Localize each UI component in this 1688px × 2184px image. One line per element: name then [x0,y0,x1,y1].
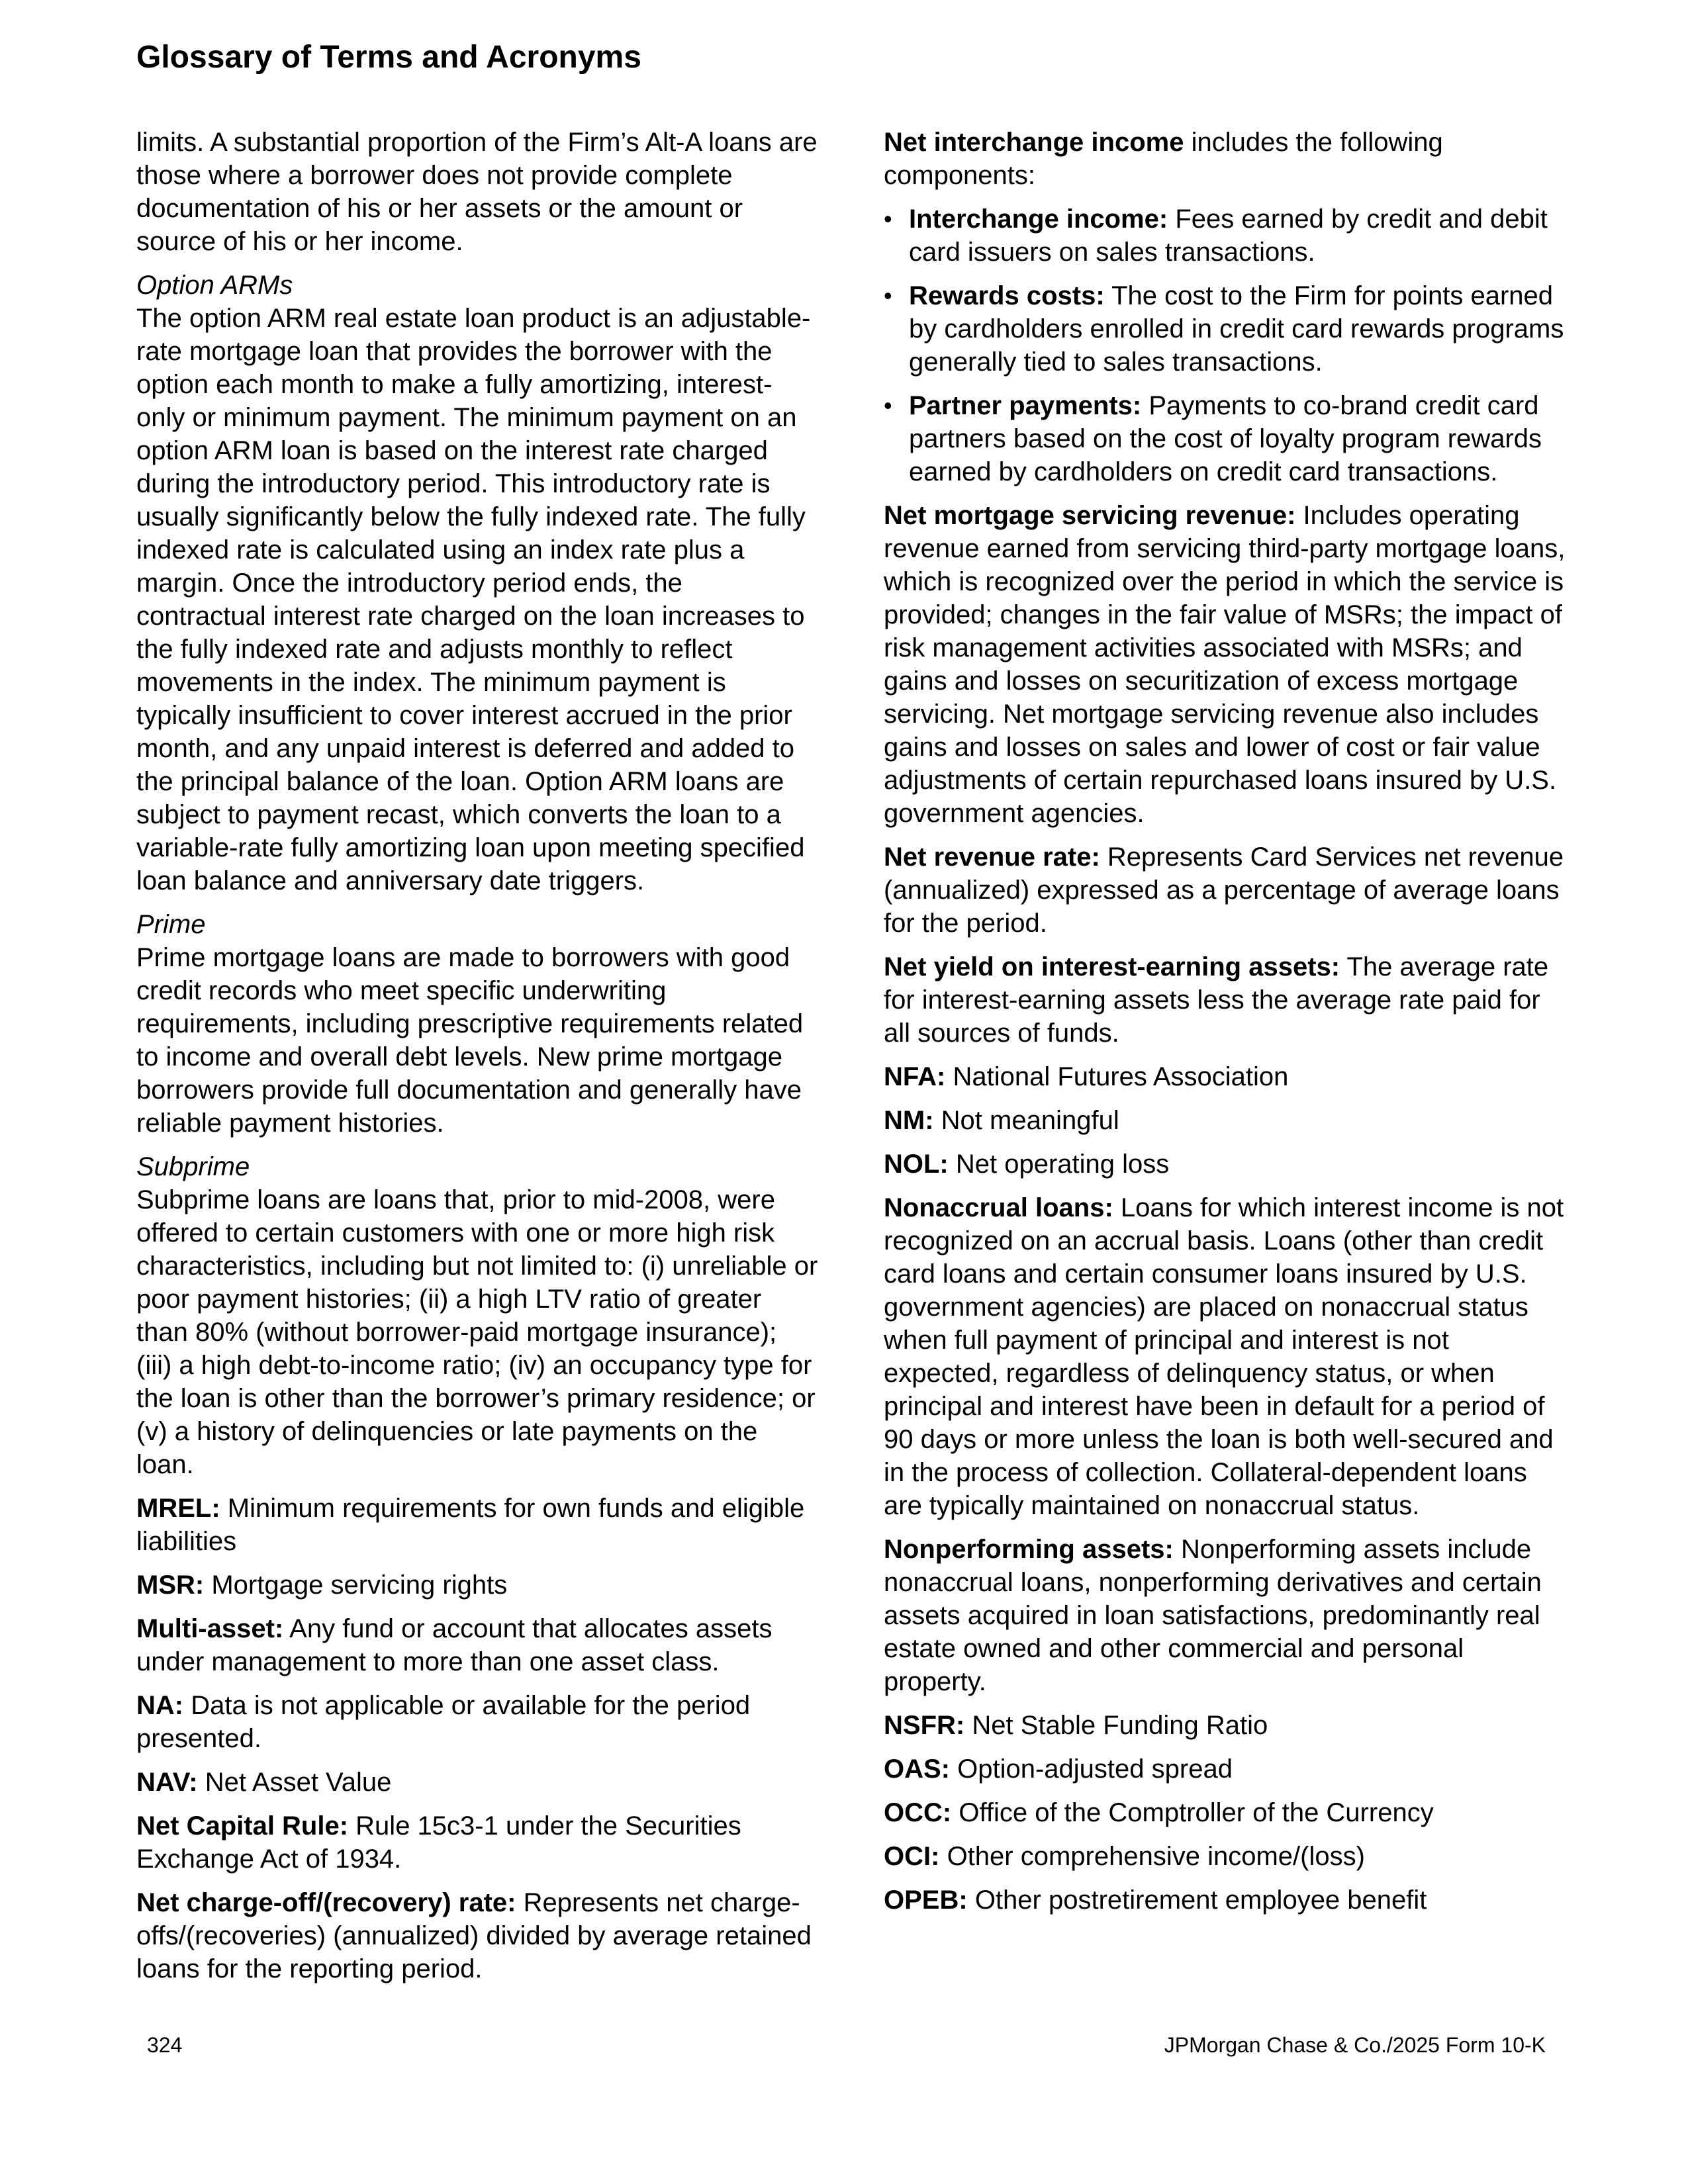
subprime-heading: Subprime [136,1152,250,1181]
left-column [136,126,818,1996]
glossary-definition: Office of the Comptroller of the Currency [959,1798,1434,1827]
glossary-definition: National Futures Association [953,1062,1289,1091]
option-arms-body: The option ARM real estate loan product is an adjustable-rate mortgage loan that provides the borrower with the option each month to make a fully amortizing, interest-only or minimum payment. The minimum payment on an option ARM loan is based on the interest rate charged during the introductory period. This introductory rate is usually significantly below the fully indexed rate. The fully indexed rate is calculated using an index rate plus a margin. Once the introductory period ends, the contractual interest rate charged on the loan increases to the fully indexed rate and adjusts monthly to reflect movements in the index. The minimum payment is typically insufficient to cover interest accrued in the prior month, and any unpaid interest is deferred and added to the principal balance of the loan. Option ARM loans are subject to payment recast, which converts the loan to a variable-rate fully amortizing loan upon meeting specified loan balance and anniversary date triggers. [136,304,811,895]
glossary-definition: Other postretirement employee benefit [974,1886,1427,1915]
glossary-definition: The average rate for interest-earning assets less the average rate paid for all sources of funds. [884,952,1549,1048]
glossary-entry-net-yield [884,950,1566,1050]
prime-body: Prime mortgage loans are made to borrowers with good credit records who meet specific underwriting requirements, including prescriptive requirements related to income and overall debt levels. New prime mortgage borrowers provide full documentation and generally have reliable payment histories. [136,943,804,1138]
glossary-definition: Option-adjusted spread [957,1754,1233,1784]
glossary-term: NFA: [884,1062,946,1091]
glossary-term: Net yield on interest-earning assets: [884,952,1340,981]
bullet-icon: • [884,205,892,232]
glossary-definition: Mortgage servicing rights [211,1570,508,1600]
glossary-term: Interchange income: [909,205,1168,234]
page-number: 324 [147,2033,183,2057]
glossary-term: OAS: [884,1754,950,1784]
bullet-icon: • [884,392,892,419]
glossary-entry-na [136,1689,818,1755]
glossary-term: NM: [884,1106,934,1135]
glossary-definition: Data is not applicable or available for the period presented. [136,1691,751,1753]
glossary-term: NAV: [136,1768,198,1797]
glossary-term: Net Capital Rule: [136,1811,349,1841]
glossary-term: Net revenue rate: [884,842,1100,872]
glossary-entry-nonaccrual-loans [884,1191,1566,1522]
glossary-entry-occ [884,1796,1566,1829]
glossary-entry-oas [884,1752,1566,1786]
subprime-section [136,1150,818,1481]
glossary-definition: Any fund or account that allocates assets under management to more than one asset class. [136,1614,773,1676]
glossary-entry-net-interchange-income [884,126,1566,192]
glossary-term: Net interchange income [884,128,1184,157]
glossary-term: MREL: [136,1494,220,1523]
bullet-icon: • [884,282,892,309]
glossary-entry-nm [884,1104,1566,1137]
list-item [884,203,1566,269]
glossary-definition: Minimum requirements for own funds and eligible liabilities [136,1494,805,1556]
glossary-entry-net-charge-off-rate [136,1886,818,1985]
list-item [884,389,1566,488]
subprime-body: Subprime loans are loans that, prior to mid-2008, were offered to certain customers with one or more high risk characteristics, including but not limited to: (i) unreliable or poor payment histories; (ii) a high LTV ratio of greater than 80% (without borrower-paid mortgage insurance); (iii) a high debt-to-income ratio; (iv) an occupancy type for the loan is other than the borrower’s primary residence; or (v) a history of delinquencies or late payments on the loan. [136,1185,818,1479]
glossary-term: Partner payments: [909,391,1142,420]
prime-section [136,908,818,1140]
interchange-components-list [884,203,1566,488]
glossary-definition: Payments to co-brand credit card partners based on the cost of loyalty program rewards earned by cardholders on credit card transactions. [909,391,1542,486]
glossary-definition: Nonperforming assets include nonaccrual loans, nonperforming derivatives and certain assets acquired in loan satisfactions, predominantly real estate owned and other commercial and personal property. [884,1535,1542,1696]
glossary-term: NA: [136,1691,184,1720]
glossary-term: OPEB: [884,1886,968,1915]
glossary-entry-nfa [884,1060,1566,1093]
glossary-definition: The cost to the Firm for points earned by cardholders enrolled in credit card rewards programs generally tied to sales transactions. [909,281,1564,377]
glossary-definition: includes the following components: [884,128,1443,190]
option-arms-heading: Option ARMs [136,271,293,300]
glossary-term: Rewards costs: [909,281,1105,310]
list-item [884,279,1566,379]
glossary-term: NOL: [884,1150,949,1179]
glossary-term: Nonaccrual loans: [884,1193,1113,1222]
glossary-term: Nonperforming assets: [884,1535,1174,1564]
glossary-definition: Net Stable Funding Ratio [972,1711,1268,1740]
glossary-term: Net charge-off/(recovery) rate: [136,1888,516,1917]
glossary-entry-nav [136,1766,818,1799]
glossary-term: Net mortgage servicing revenue: [884,501,1296,530]
glossary-entry-mrel [136,1492,818,1558]
glossary-entry-net-capital-rule [136,1809,818,1876]
glossary-term: OCC: [884,1798,952,1827]
right-column [884,126,1566,1927]
glossary-entry-nonperforming-assets [884,1533,1566,1698]
glossary-term: NSFR: [884,1711,965,1740]
glossary-entry-nol [884,1148,1566,1181]
glossary-entry-msr [136,1569,818,1602]
document-name: JPMorgan Chase & Co./2025 Form 10-K [1164,2033,1546,2057]
glossary-term: Multi-asset: [136,1614,284,1643]
glossary-entry-net-mortgage-servicing-revenue [884,499,1566,830]
glossary-term: OCI: [884,1842,940,1871]
glossary-definition: Net Asset Value [205,1768,392,1797]
glossary-entry-oci [884,1840,1566,1873]
glossary-entry-opeb [884,1884,1566,1917]
intro-paragraph: limits. A substantial proportion of the Firm’s Alt-A loans are those where a borrower does not provide complete documentation of his or her assets or the amount or source of his or her income. [136,128,818,256]
glossary-definition: Includes operating revenue earned from servicing third-party mortgage loans, which is recognized over the period in which the service is provided; changes in the fair value of MSRs; the impact of risk management activities associated with MSRs; and gains and losses on securitization of excess mortgage servicing. Net mortgage servicing revenue also includes gains and losses on sales and lower of cost or fair value adjustments of certain repurchased loans insured by U.S. government agencies. [884,501,1566,828]
glossary-entry-nsfr [884,1709,1566,1742]
glossary-entry-net-revenue-rate [884,841,1566,940]
glossary-definition: Rule 15c3-1 under the Securities Exchange Act of 1934. [136,1811,741,1874]
glossary-definition: Net operating loss [955,1150,1170,1179]
glossary-definition: Represents net charge-offs/(recoveries) (annualized) divided by average retained loans for the reporting period. [136,1888,812,1983]
glossary-definition: Other comprehensive income/(loss) [947,1842,1365,1871]
glossary-definition: Loans for which interest income is not recognized on an accrual basis. Loans (other than credit card loans and certain consumer loans insured by U.S. government agencies) are placed on nonaccrual status when full payment of principal and interest is not expected, regardless of delinquency status, or when principal and interest have been in default for a period of 90 days or more unless the loan is both well-secured and in the process of collection. Collateral-dependent loans are typically maintained on nonaccrual status. [884,1193,1564,1520]
option-arms-section [136,269,818,897]
prime-heading: Prime [136,910,206,939]
glossary-definition: Represents Card Services net revenue (annualized) expressed as a percentage of average loans for the period. [884,842,1564,938]
glossary-term: MSR: [136,1570,205,1600]
glossary-entry-multi-asset [136,1612,818,1678]
glossary-definition: Fees earned by credit and debit card issuers on sales transactions. [909,205,1548,267]
page-title: Glossary of Terms and Acronyms [136,40,641,75]
glossary-definition: Not meaningful [941,1106,1119,1135]
